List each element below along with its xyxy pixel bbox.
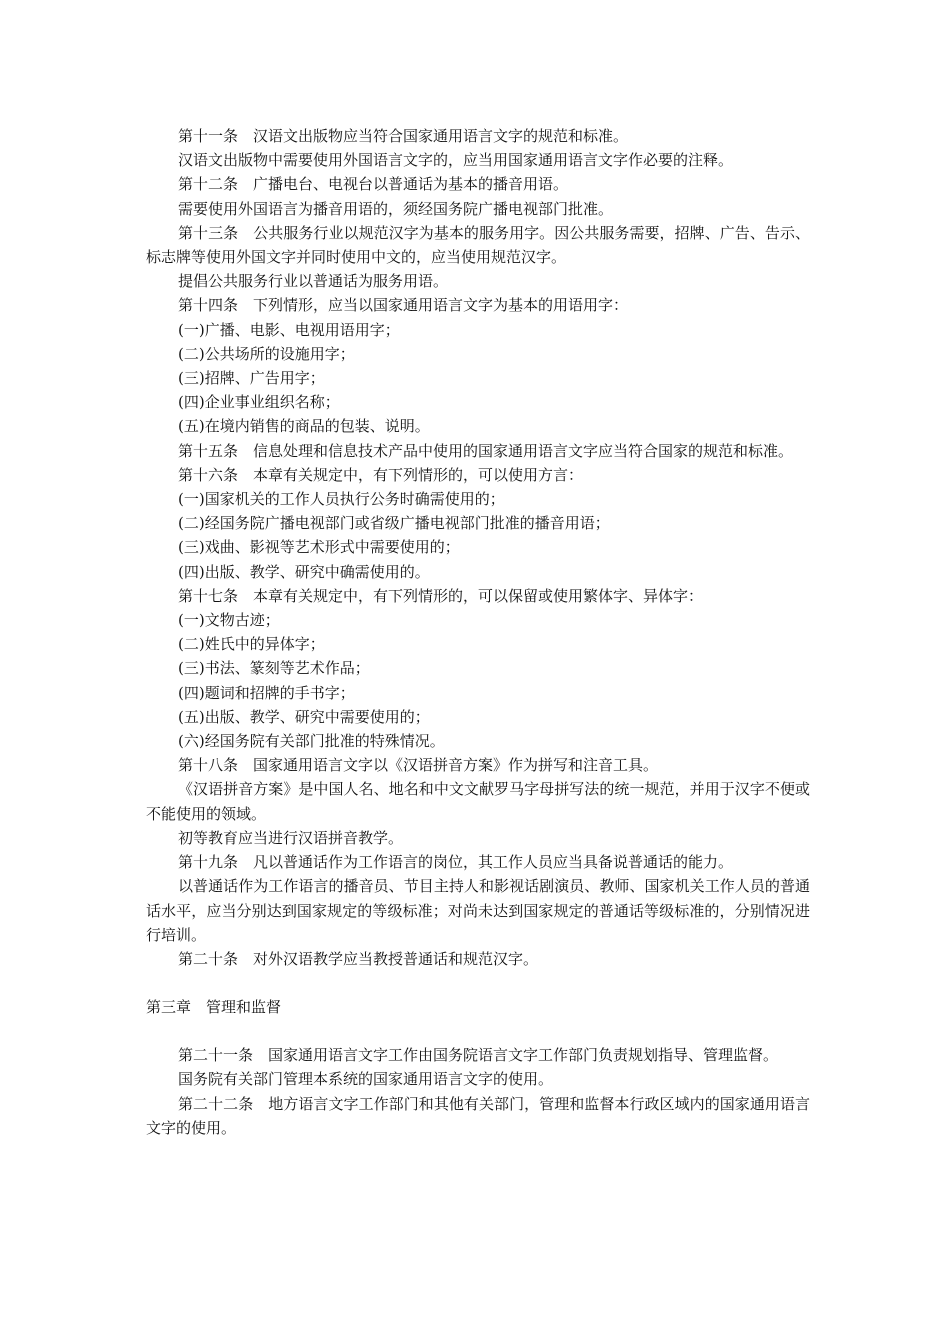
paragraph: 第十八条 国家通用语言文字以《汉语拼音方案》作为拼写和注音工具。 — [178, 756, 659, 775]
paragraph: 《汉语拼音方案》是中国人名、地名和中文文献罗马字母拼写法的统一规范，并用于汉字不便或不能使用的领域。 — [146, 780, 810, 823]
paragraph: 国务院有关部门管理本系统的国家通用语言文字的使用。 — [178, 1070, 554, 1089]
paragraph: 第十五条 信息处理和信息技术产品中使用的国家通用语言文字应当符合国家的规范和标准。 — [178, 441, 794, 460]
paragraph: 提倡公共服务行业以普通话为服务用语。 — [178, 272, 449, 291]
paragraph: 需要使用外国语言为播音用语的，须经国务院广播电视部门批准。 — [178, 199, 614, 218]
list-item: (四)出版、教学、研究中确需使用的。 — [178, 562, 430, 581]
list-item: (一)广播、电影、电视用语用字； — [178, 320, 400, 339]
section-before — [146, 124, 810, 971]
paragraph: 第十四条 下列情形，应当以国家通用语言文字为基本的用语用字： — [178, 296, 629, 315]
list-item: (二)经国务院广播电视部门或省级广播电视部门批准的播音用语； — [178, 514, 610, 533]
paragraph: 第二十二条 地方语言文字工作部门和其他有关部门，管理和监督本行政区域内的国家通用语言文字的使用。 — [146, 1094, 810, 1137]
paragraph: 汉语文出版物中需要使用外国语言文字的，应当用国家通用语言文字作必要的注释。 — [178, 151, 734, 170]
paragraph: 第十三条 公共服务行业以规范汉字为基本的服务用字。因公共服务需要，招牌、广告、告示、标志牌等使用外国文字并同时使用中文的，应当使用规范汉字。 — [146, 223, 810, 267]
list-item: (四)题词和招牌的手书字； — [178, 683, 355, 702]
paragraph: 第十一条 汉语文出版物应当符合国家通用语言文字的规范和标准。 — [178, 127, 629, 145]
paragraph: 初等教育应当进行汉语拼音教学。 — [178, 828, 404, 847]
list-item: (三)戏曲、影视等艺术形式中需要使用的； — [178, 538, 460, 557]
paragraph: 第十二条 广播电台、电视台以普通话为基本的播音用语。 — [178, 175, 569, 194]
paragraph: 第十九条 凡以普通话作为工作语言的岗位，其工作人员应当具备说普通话的能力。 — [178, 853, 734, 872]
list-item: (一)文物古迹； — [178, 611, 280, 630]
list-item: (二)姓氏中的异体字； — [178, 635, 325, 654]
list-item: (五)出版、教学、研究中需要使用的； — [178, 707, 430, 726]
list-item: (三)招牌、广告用字； — [178, 369, 325, 388]
paragraph: 以普通话作为工作语言的播音员、节目主持人和影视话剧演员、教师、国家机关工作人员的普通话水平，应当分别达到国家规定的等级标准；对尚未达到国家规定的普通话等级标准的，分别情况进行培训。 — [146, 877, 810, 944]
list-item: (四)企业事业组织名称； — [178, 393, 340, 412]
paragraph: 第二十一条 国家通用语言文字工作由国务院语言文字工作部门负责规划指导、管理监督。 — [178, 1046, 779, 1065]
list-item: (五)在境内销售的商品的包装、说明。 — [178, 417, 430, 436]
chapter-heading: 第三章 管理和监督 — [146, 998, 282, 1017]
list-item: (三)书法、篆刻等艺术作品； — [178, 659, 370, 678]
section-after — [146, 1043, 810, 1140]
paragraph: 第十六条 本章有关规定中，有下列情形的，可以使用方言： — [178, 465, 584, 484]
document-page — [146, 124, 810, 1140]
paragraph: 第二十条 对外汉语教学应当教授普通话和规范汉字。 — [178, 949, 539, 968]
list-item: (六)经国务院有关部门批准的特殊情况。 — [178, 732, 445, 751]
paragraph: 第十七条 本章有关规定中，有下列情形的，可以保留或使用繁体字、异体字： — [178, 586, 704, 605]
list-item: (二)公共场所的设施用字； — [178, 344, 355, 363]
list-item: (一)国家机关的工作人员执行公务时确需使用的； — [178, 490, 505, 509]
